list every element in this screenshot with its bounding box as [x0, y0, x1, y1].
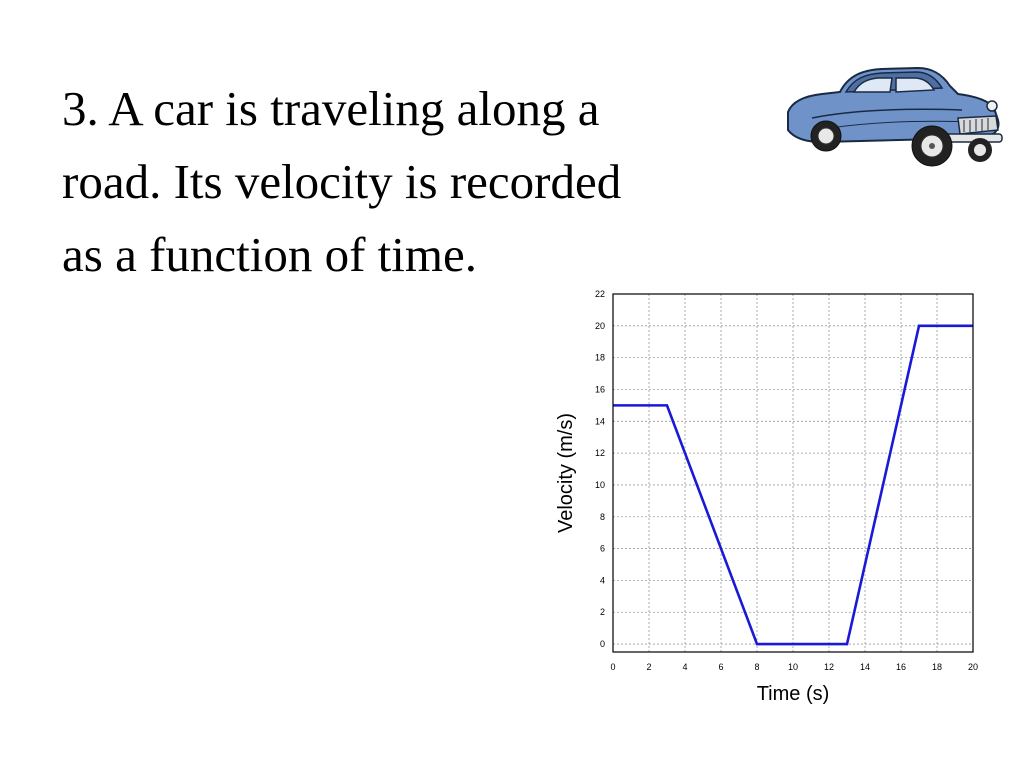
y-tick-label: 18 — [594, 352, 605, 363]
x-tick-label: 0 — [610, 662, 616, 672]
x-tick-label: 20 — [967, 662, 979, 672]
y-tick-label: 0 — [599, 639, 605, 650]
x-tick-label: 8 — [754, 662, 760, 672]
x-tick-label: 18 — [931, 662, 943, 672]
y-tick-labels — [595, 289, 605, 649]
problem-line-1: 3. A car is traveling along a — [62, 81, 600, 136]
x-tick-label: 12 — [823, 662, 835, 672]
y-tick-label: 12 — [594, 448, 605, 459]
x-tick-label: 6 — [718, 662, 724, 672]
y-tick-label: 4 — [599, 575, 605, 586]
x-tick-label: 2 — [646, 662, 652, 672]
x-tick-label: 4 — [682, 662, 688, 672]
y-tick-label: 10 — [594, 479, 605, 490]
velocity-time-chart — [548, 282, 988, 712]
x-tick-label: 14 — [859, 662, 871, 672]
y-tick-label: 2 — [599, 607, 605, 618]
x-tick-labels — [610, 662, 978, 672]
x-tick-label: 16 — [895, 662, 907, 672]
y-tick-label: 20 — [594, 320, 605, 331]
y-tick-label: 14 — [594, 416, 605, 427]
vintage-car-icon — [782, 62, 1004, 170]
problem-line-3: as a function of time. — [62, 227, 478, 282]
x-tick-label: 10 — [787, 662, 799, 672]
problem-statement — [62, 72, 802, 291]
grid-lines — [613, 294, 973, 652]
y-tick-label: 16 — [594, 384, 605, 395]
y-tick-label: 8 — [599, 511, 605, 522]
y-tick-label: 6 — [599, 543, 605, 554]
problem-line-2: road. Its velocity is recorded — [62, 154, 622, 209]
y-tick-label: 22 — [594, 289, 605, 299]
y-axis-label: Velocity (m/s) — [555, 412, 577, 534]
x-axis-label: Time (s) — [756, 683, 830, 705]
